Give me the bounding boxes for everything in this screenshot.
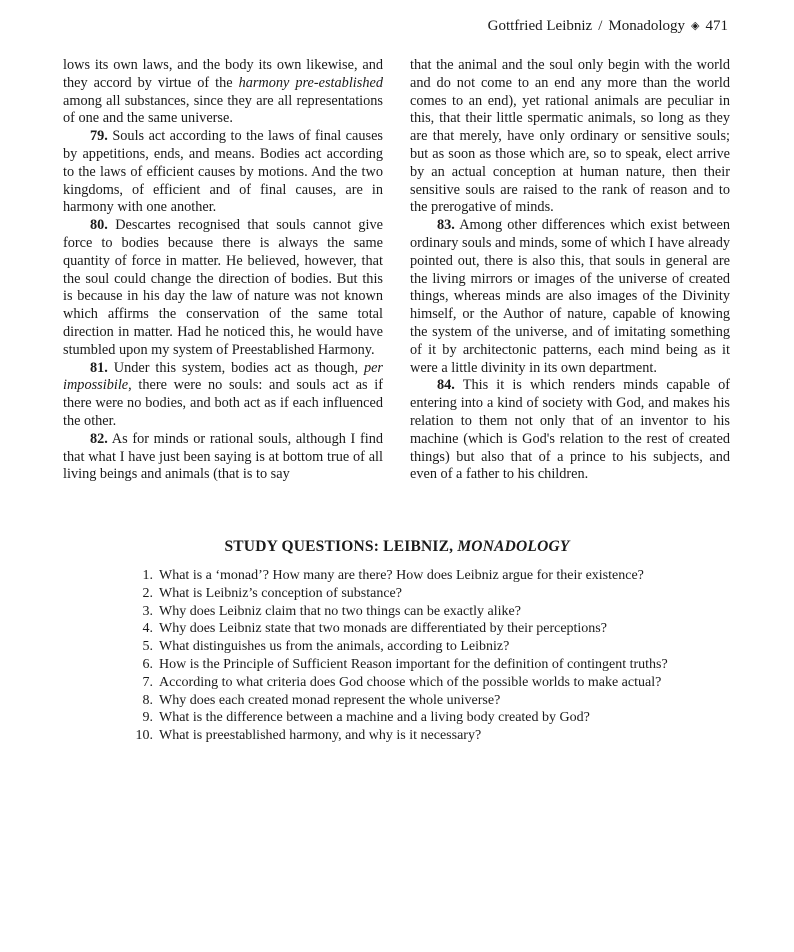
question-text: Why does Leibniz state that two monads are differentiated by their perceptions? <box>159 621 607 637</box>
question-item <box>122 603 682 621</box>
paragraph-number: 79. <box>90 128 108 145</box>
question-number: 5. <box>142 639 153 655</box>
italic-term: harmony pre-established <box>238 74 383 91</box>
left-column <box>63 57 383 484</box>
question-item <box>122 620 682 638</box>
question-number: 6. <box>142 656 153 672</box>
paragraph-number: 83. <box>437 217 455 234</box>
paragraph-number: 80. <box>90 217 108 234</box>
running-head-author: Gottfried Leibniz <box>487 18 593 34</box>
question-text: What is preestablished harmony, and why is it necessary? <box>159 728 482 744</box>
question-text: What is the difference between a machine and a living body created by God? <box>159 710 590 726</box>
text-run: among all substances, since they are all representations of one and the same universe. <box>63 92 383 127</box>
paragraph-number: 82. <box>90 430 108 447</box>
question-number: 3. <box>142 603 153 619</box>
paragraph-number: 84. <box>437 377 455 394</box>
paragraph-84 <box>410 377 730 484</box>
question-item <box>122 656 682 674</box>
question-number: 10. <box>135 728 153 744</box>
running-head <box>488 18 728 35</box>
question-item <box>122 727 682 745</box>
question-item <box>122 638 682 656</box>
question-item <box>122 692 682 710</box>
paragraph-80 <box>63 217 383 359</box>
paragraph-text: Souls act according to the laws of final causes by appetitions, ends, and means. Bodies act according to the laws of efficient causes by motions. And the two kingdoms, of efficient and of final causes, are in harmony with one another. <box>63 128 383 216</box>
page-number: 471 <box>705 18 728 34</box>
paragraph-text: As for minds or rational souls, although I find that what I have just been saying is at bottom true of all living beings and animals (that is to say <box>63 430 383 483</box>
question-number: 8. <box>142 692 153 708</box>
title-text: STUDY QUESTIONS: LEIBNIZ, <box>224 538 458 555</box>
question-number: 9. <box>142 710 153 726</box>
paragraph-79 <box>63 128 383 217</box>
study-questions-section <box>0 538 794 744</box>
study-questions-title <box>0 538 794 556</box>
question-item <box>122 567 682 585</box>
question-text: Why does Leibniz claim that no two things can be exactly alike? <box>159 603 521 619</box>
paragraph-text: This it is which renders minds capable of entering into a kind of society with God, and makes his relation to them not only that of an inventor to his machine (which is God's relation to the rest of created things) but also that of a prince to his subjects, and even of a father to his children. <box>410 377 730 483</box>
paragraph-continued <box>63 57 383 128</box>
question-item <box>122 585 682 603</box>
italic-term: per impossibile <box>63 359 383 394</box>
question-number: 7. <box>142 674 153 690</box>
diamond-ornament-icon: ◈ <box>691 20 700 32</box>
question-number: 1. <box>142 568 153 583</box>
title-italic: MONADOLOGY <box>457 538 570 555</box>
paragraph-text: that the animal and the soul only begin with the world and do not come to an end any more than the world comes to an end), yet rational animals are peculiar in this, that their little spermatic animals, so long as they are that merely, have only ordinary or sensitive souls; but as soon as those which are, so to speak, elect arrive by an actual conception at human nature, then their sensitive souls are raised to the rank of reason and to the prerogative of minds. <box>410 57 730 216</box>
paragraph-number: 81. <box>90 359 108 376</box>
question-text: What is Leibniz’s conception of substance? <box>159 585 402 601</box>
paragraph-81 <box>63 360 383 431</box>
paragraph-text: Among other differences which exist between ordinary souls and minds, some of which I have already pointed out, there is also this, that souls in general are the living mirrors or images of the universe of created things, whereas minds are also images of the Divinity himself, or the Author of nature, capable of knowing the system of the universe, and of imitating something of it by architectonic patterns, each mind being as it were a little divinity in its own department. <box>410 217 731 376</box>
question-number: 2. <box>142 585 153 601</box>
question-text: Why does each created monad represent the whole universe? <box>159 692 501 708</box>
question-list <box>122 567 682 745</box>
question-item <box>122 709 682 727</box>
question-text: What is a ‘monad’? How many are there? How does Leibniz argue for their existence? <box>159 568 644 583</box>
right-column <box>410 57 730 484</box>
question-number: 4. <box>142 621 153 637</box>
paragraph-83 <box>410 217 730 377</box>
running-head-work: Monadology <box>608 18 686 34</box>
text-run: Under this system, bodies act as though, <box>107 359 364 376</box>
question-text: What distinguishes us from the animals, according to Leibniz? <box>159 639 510 655</box>
text-run: , there were no souls: and souls act as if there were no bodies, and both act as if each influenced the other. <box>63 377 383 429</box>
question-item <box>122 674 682 692</box>
paragraph-82 <box>63 431 383 484</box>
paragraph-text: Descartes recognised that souls cannot give force to bodies because there is always the same quantity of force in matter. He believed, however, that the soul could change the direction of bodies. But this is because in his day the law of nature was not known which affirms the conservation of the same total direction in matter. Had he noticed this, he would have stumbled upon my system of Preestablished Harmony. <box>63 217 383 358</box>
running-head-separator: / <box>598 18 603 34</box>
text-run: lows its own laws, and the body its own likewise, and they accord by virtue of the <box>63 57 383 91</box>
question-text: According to what criteria does God choose which of the possible worlds to make actual? <box>159 674 662 690</box>
paragraph-continued <box>410 57 730 217</box>
question-text: How is the Principle of Sufficient Reason important for the definition of contingent truths? <box>159 656 668 672</box>
